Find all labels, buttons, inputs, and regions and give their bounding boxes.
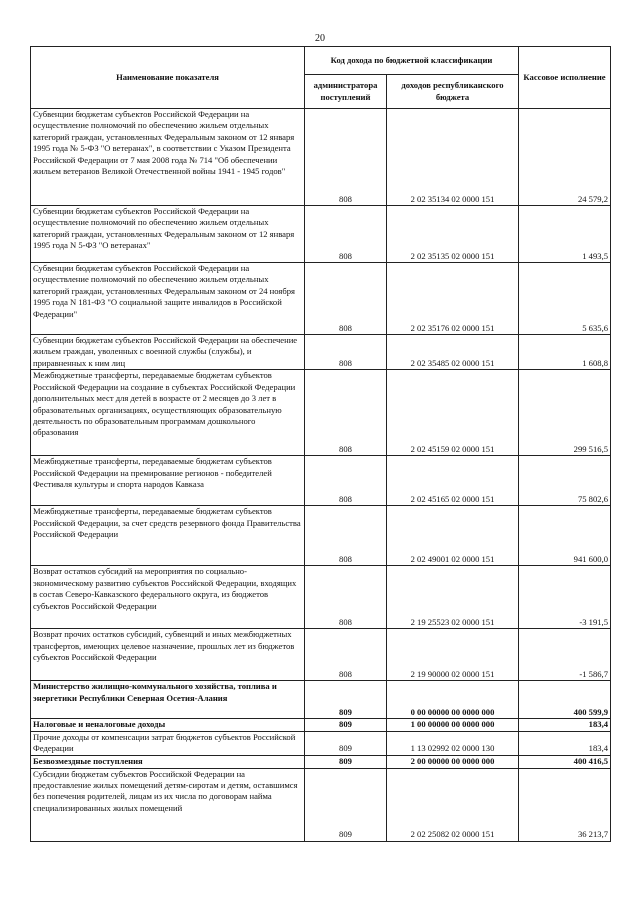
row-admin-code: 808	[305, 370, 387, 456]
row-sum: -1 586,7	[519, 629, 611, 681]
row-name: Субвенции бюджетам субъектов Российской Федерации на осуществление полномочий по обеспечению жильем отдельных категорий граждан, установленных Федеральным законом от 24 ноября 1995 года N 181-ФЗ "О социальной защите инвалидов в Российской Федерации"	[31, 263, 305, 335]
row-admin-code: 808	[305, 566, 387, 629]
row-income-code: 1 13 02992 02 0000 130	[387, 731, 519, 755]
row-name: Возврат прочих остатков субсидий, субвенций и иных межбюджетных трансфертов, имеющих целевое назначение, прошлых лет из бюджетов субъектов Российской Федерации	[31, 629, 305, 681]
row-sum: 183,4	[519, 719, 611, 731]
row-name: Субвенции бюджетам субъектов Российской Федерации на осуществление полномочий по обеспечению жильем отдельных категорий граждан, установленных Федеральным законом от 12 января 1995 года № 5-ФЗ "О ветеранах", в соответствии с Указом Президента Российской Федерации от 7 мая 2008 года № 714 "Об обеспечении жильем ветеранов Великой Отечественной войны 1941 - 1945 годов"	[31, 109, 305, 206]
row-admin-code: 808	[305, 456, 387, 506]
row-sum: 1 493,5	[519, 206, 611, 263]
row-sum: 24 579,2	[519, 109, 611, 206]
row-name: Межбюджетные трансферты, передаваемые бюджетам субъектов Российской Федерации, за счет средств резервного фонда Правительства Российской Федерации	[31, 506, 305, 566]
table-row	[31, 566, 611, 629]
table-row	[31, 370, 611, 456]
row-sum: 36 213,7	[519, 768, 611, 841]
row-admin-code: 809	[305, 731, 387, 755]
row-name: Возврат остатков субсидий на мероприятия по социально-экономическому развитию субъектов Российской Федерации, входящих в состав Северо-Кавказского федерального округа, из бюджетов субъектов Российской Федерации	[31, 566, 305, 629]
row-income-code: 1 00 00000 00 0000 000	[387, 719, 519, 731]
row-income-code: 2 02 35134 02 0000 151	[387, 109, 519, 206]
row-name: Межбюджетные трансферты, передаваемые бюджетам субъектов Российской Федерации на премирование регионов - победителей Фестиваля культуры и спорта народов Кавказа	[31, 456, 305, 506]
row-income-code: 2 02 35485 02 0000 151	[387, 335, 519, 370]
row-sum: 75 802,6	[519, 456, 611, 506]
row-name: Межбюджетные трансферты, передаваемые бюджетам субъектов Российской Федерации на создание в субъектах Российской Федерации дополнительных мест для детей в возрасте от 2 месяцев до 3 лет в образовательных организациях, осуществляющих образовательную деятельность по образовательным программам дошкольного образования	[31, 370, 305, 456]
header-income-code: доходов республиканского бюджета	[387, 75, 519, 109]
table-row	[31, 456, 611, 506]
table-row	[31, 206, 611, 263]
row-admin-code: 808	[305, 629, 387, 681]
table-row	[31, 755, 611, 768]
row-name: Субсидии бюджетам субъектов Российской Федерации на предоставление жилых помещений детям-сиротам и детям, оставшимся без попечения родителей, лицам из их числа по договорам найма специализированных жилых помещений	[31, 768, 305, 841]
table-row	[31, 719, 611, 731]
row-admin-code: 808	[305, 506, 387, 566]
row-income-code: 2 02 45165 02 0000 151	[387, 456, 519, 506]
row-sum: 183,4	[519, 731, 611, 755]
row-name: Субвенции бюджетам субъектов Российской Федерации на осуществление полномочий по обеспечению жильем отдельных категорий граждан, установленных Федеральным законом от 12 января 1995 года N 5-ФЗ "О ветеранах"	[31, 206, 305, 263]
row-name: Прочие доходы от компенсации затрат бюджетов субъектов Российской Федерации	[31, 731, 305, 755]
row-admin-code: 809	[305, 719, 387, 731]
row-admin-code: 808	[305, 335, 387, 370]
row-name: Налоговые и неналоговые доходы	[31, 719, 305, 731]
page-number: 20	[315, 33, 325, 44]
table-row	[31, 263, 611, 335]
table-row	[31, 768, 611, 841]
row-sum: 5 635,6	[519, 263, 611, 335]
row-income-code: 2 02 25082 02 0000 151	[387, 768, 519, 841]
row-sum: 400 416,5	[519, 755, 611, 768]
row-sum: 299 516,5	[519, 370, 611, 456]
table-row	[31, 506, 611, 566]
row-income-code: 2 19 90000 02 0000 151	[387, 629, 519, 681]
row-sum: 1 608,8	[519, 335, 611, 370]
row-sum: 941 600,0	[519, 506, 611, 566]
row-income-code: 0 00 00000 00 0000 000	[387, 681, 519, 719]
row-income-code: 2 02 35135 02 0000 151	[387, 206, 519, 263]
budget-income-table	[30, 46, 611, 842]
header-cash-execution: Кассовое исполнение	[519, 47, 611, 109]
header-indicator-name: Наименование показателя	[31, 47, 305, 109]
row-income-code: 2 19 25523 02 0000 151	[387, 566, 519, 629]
row-admin-code: 808	[305, 206, 387, 263]
table-row	[31, 731, 611, 755]
header-classification-code: Код дохода по бюджетной классификации	[305, 47, 519, 75]
table-row	[31, 109, 611, 206]
row-name: Субвенции бюджетам субъектов Российской Федерации на обеспечение жильем граждан, уволенных с военной службы (службы), и приравненных к ним лиц	[31, 335, 305, 370]
row-income-code: 2 02 49001 02 0000 151	[387, 506, 519, 566]
row-income-code: 2 00 00000 00 0000 000	[387, 755, 519, 768]
row-income-code: 2 02 45159 02 0000 151	[387, 370, 519, 456]
table-row	[31, 681, 611, 719]
row-admin-code: 808	[305, 263, 387, 335]
row-admin-code: 809	[305, 755, 387, 768]
row-sum: 400 599,9	[519, 681, 611, 719]
header-admin-code: администратора поступлений	[305, 75, 387, 109]
row-admin-code: 809	[305, 768, 387, 841]
row-admin-code: 809	[305, 681, 387, 719]
row-admin-code: 808	[305, 109, 387, 206]
row-name: Безвозмездные поступления	[31, 755, 305, 768]
row-name: Министерство жилищно-коммунального хозяйства, топлива и энергетики Республики Северная Осетия-Алания	[31, 681, 305, 719]
row-income-code: 2 02 35176 02 0000 151	[387, 263, 519, 335]
table-row	[31, 335, 611, 370]
table-row	[31, 629, 611, 681]
row-sum: -3 191,5	[519, 566, 611, 629]
